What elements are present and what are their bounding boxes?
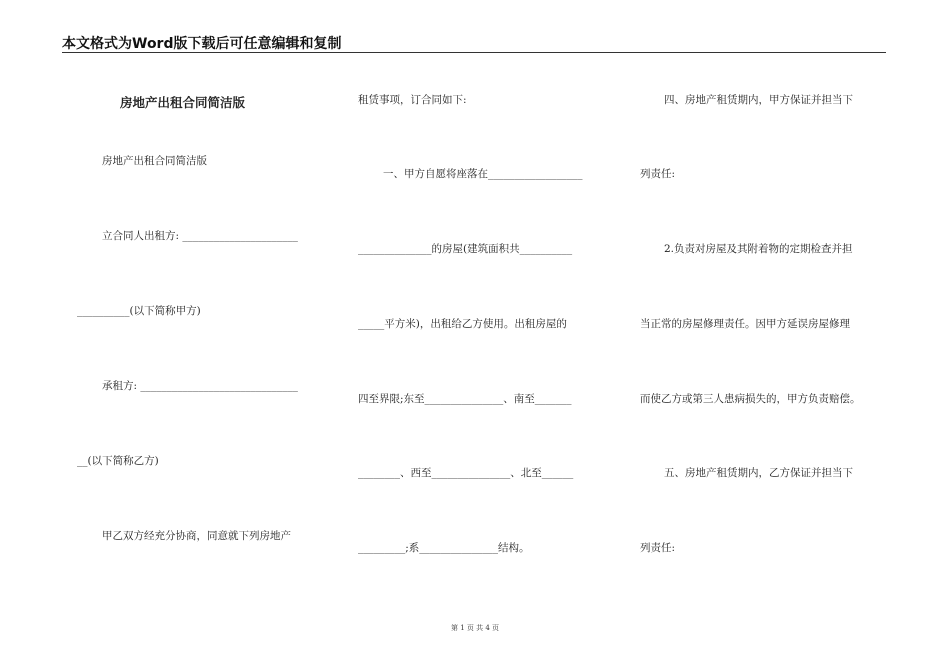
left-line-3: __________(以下简称甲方): [77, 305, 201, 317]
right-line-2: 列责任:: [640, 168, 676, 180]
middle-line-5: 四至界限;东至_______________、南至_______: [358, 393, 572, 405]
header-divider: [62, 52, 886, 53]
middle-line-4: _____平方米)，出租给乙方使用。出租房屋的: [358, 318, 567, 330]
middle-line-6: ________、西至_______________、北至______: [358, 467, 574, 479]
right-line-6: 五、房地产租赁期内，乙方保证并担当下: [664, 467, 853, 479]
middle-line-3: ______________的房屋(建筑面积共__________: [358, 243, 573, 255]
middle-line-1: 租赁事项，订合同如下:: [358, 94, 467, 106]
right-line-7: 列责任:: [640, 542, 676, 554]
right-line-5: 而使乙方或第三人患病损失的，甲方负责赔偿。: [640, 393, 861, 405]
left-line-5: __(以下简称乙方): [77, 455, 159, 467]
document-title: 房地产出租合同简洁版: [120, 95, 246, 110]
right-line-1: 四、房地产租赁期内，甲方保证并担当下: [664, 94, 853, 106]
middle-line-2: 一、甲方自愿将座落在__________________: [383, 168, 583, 180]
left-line-6: 甲乙双方经充分协商，同意就下列房地产: [102, 530, 291, 542]
document-header: 本文格式为Word版下载后可任意编辑和复制: [62, 36, 342, 52]
page-number: 第 1 页 共 4 页: [450, 624, 500, 632]
middle-line-7: _________;系_______________结构。: [358, 542, 530, 554]
left-line-1: 房地产出租合同简洁版: [102, 155, 207, 167]
left-line-4: 承租方: ______________________________: [102, 380, 298, 392]
right-line-3: 2.负责对房屋及其附着物的定期检查并担: [664, 243, 853, 255]
right-line-4: 当正常的房屋修理责任。因甲方延误房屋修理: [640, 318, 850, 330]
left-line-2: 立合同人出租方: ______________________: [102, 230, 298, 242]
